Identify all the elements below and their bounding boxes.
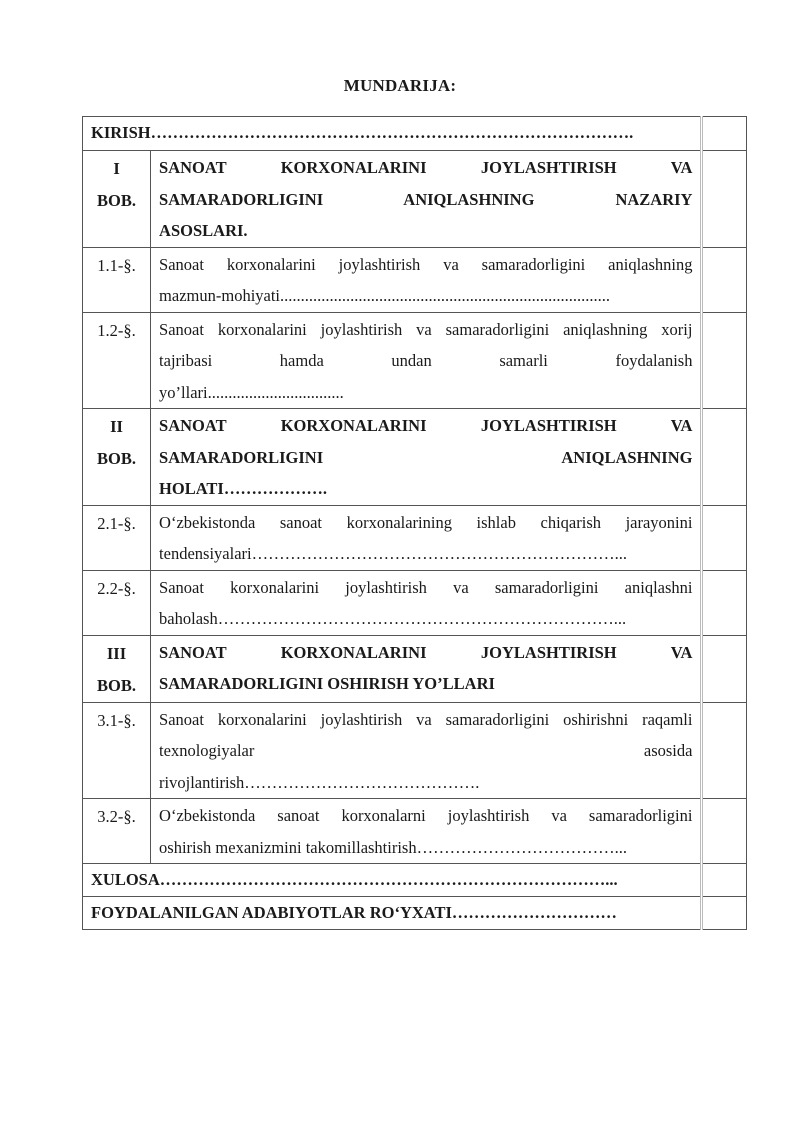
conclusion-text: XULOSA………………………………………………………………………...: [91, 870, 618, 889]
section-title: [151, 505, 702, 570]
chapter-bob: BOB.: [97, 191, 137, 210]
page-number-cell: [702, 702, 747, 799]
section-title: [151, 570, 702, 635]
chapter-bob: BOB.: [97, 675, 137, 695]
chapter-roman: III: [106, 643, 127, 663]
toc-row-section-1-2: [83, 312, 747, 409]
section-number: 1.1-§.: [83, 247, 151, 312]
toc-row-section-1-1: [83, 247, 747, 312]
section-title-line: O‘zbekistonda sanoat korxonalarining ishlab chiqarish jarayonini: [159, 512, 693, 532]
page-number-cell: [702, 505, 747, 570]
chapter-title: [151, 635, 702, 702]
chapter-title-line: SAMARADORLIGINI OSHIRISH YO’LLARI: [159, 674, 495, 693]
section-title-line: O‘zbekistonda sanoat korxonalarni joylashtirish va samaradorligini: [159, 806, 693, 825]
section-title-line: Sanoat korxonalarini joylashtirish va samaradorligini aniqlashning xorij: [159, 319, 693, 339]
toc-entry-references: [83, 897, 702, 930]
chapter-number: [83, 151, 151, 248]
section-number: 3.2-§.: [83, 799, 151, 864]
toc-row-chapter-3: [83, 635, 747, 702]
section-title-line: tendensiyalari…………………………………………………………...: [159, 544, 627, 563]
page-number-cell: [702, 409, 747, 506]
toc-entry-conclusion: [83, 864, 702, 897]
toc-row-section-3-2: [83, 799, 747, 864]
page-number-cell: [702, 570, 747, 635]
chapter-title-line: ASOSLARI.: [159, 221, 248, 240]
toc-row-chapter-1: [83, 151, 747, 248]
section-title: [151, 799, 702, 864]
chapter-title-line: SAMARADORLIGINI ANIQLASHNING: [159, 447, 693, 467]
section-number: 2.1-§.: [83, 505, 151, 570]
section-title: [151, 702, 702, 799]
chapter-title: [151, 151, 702, 248]
chapter-title-line: SAMARADORLIGINI ANIQLASHNING NAZARIY: [159, 189, 693, 209]
chapter-title-line: SANOAT KORXONALARINI JOYLASHTIRISH VA: [159, 642, 693, 662]
chapter-number: [83, 409, 151, 506]
toc-row-intro: [83, 117, 747, 151]
page-number-cell: [702, 312, 747, 409]
toc-row-section-2-2: [83, 570, 747, 635]
chapter-roman: II: [110, 417, 123, 436]
toc-row-chapter-2: [83, 409, 747, 506]
page-number-cell: [702, 151, 747, 248]
section-title-line: rivojlantirish…………………………………….: [159, 772, 480, 792]
section-title-line: mazmun-mohiyati................................................................................: [159, 286, 611, 305]
section-title-line: Sanoat korxonalarini joylashtirish va samaradorligini aniqlashni: [159, 577, 693, 597]
toc-entry-intro: [83, 117, 702, 151]
section-number: 2.2-§.: [83, 570, 151, 635]
table-of-contents: [82, 116, 747, 930]
chapter-title-line: SANOAT KORXONALARINI JOYLASHTIRISH VA: [159, 158, 693, 177]
chapter-bob: BOB.: [97, 449, 137, 468]
section-title: [151, 312, 702, 409]
references-text: FOYDALANILGAN ADABIYOTLAR RO‘YXATI…………………………: [91, 903, 617, 922]
section-title-line: baholash………………………………………………………………...: [159, 609, 627, 628]
section-title-line: Sanoat korxonalarini joylashtirish va samaradorligini aniqlashning: [159, 254, 693, 274]
section-title-line: texnologiyalar asosida: [159, 741, 693, 760]
chapter-title-line: SANOAT KORXONALARINI JOYLASHTIRISH VA: [159, 416, 693, 435]
section-title-line: Sanoat korxonalarini joylashtirish va samaradorligini oshirishni raqamli: [159, 709, 693, 729]
document-title: MUNDARIJA:: [343, 76, 457, 95]
chapter-title: [151, 409, 702, 506]
page-number-cell: [702, 864, 747, 897]
chapter-roman: I: [113, 159, 120, 178]
page-number-cell: [702, 117, 747, 151]
section-number: 3.1-§.: [83, 702, 151, 799]
page-number-cell: [702, 799, 747, 864]
page-number-cell: [702, 897, 747, 930]
toc-row-references: [83, 897, 747, 930]
section-title-line: oshirish mexanizmini takomillashtirish………………………………...: [159, 837, 627, 857]
section-title-line: yo’llari.................................: [159, 382, 344, 402]
section-title-line: tajribasi hamda undan samarli foydalanish: [159, 351, 693, 370]
toc-row-section-3-1: [83, 702, 747, 799]
section-number: 1.2-§.: [83, 312, 151, 409]
page-number-cell: [702, 635, 747, 702]
intro-text: KIRISH…………………………………………………………………………….: [91, 123, 634, 142]
page-number-cell: [702, 247, 747, 312]
toc-row-conclusion: [83, 864, 747, 897]
toc-row-section-2-1: [83, 505, 747, 570]
chapter-title-line: HOLATI……………….: [159, 479, 327, 498]
chapter-number: [83, 635, 151, 702]
section-title: [151, 247, 702, 312]
